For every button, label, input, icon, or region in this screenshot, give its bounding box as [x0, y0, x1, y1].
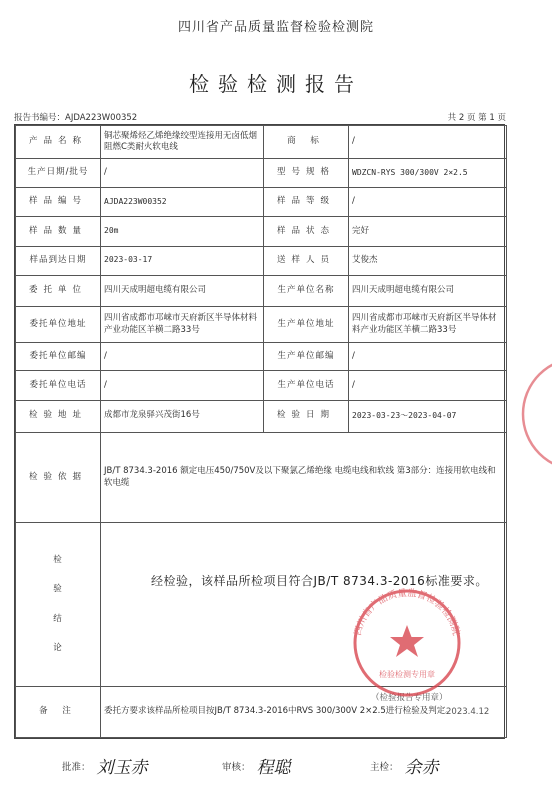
conclusion-label [16, 523, 101, 687]
seal-star-icon [390, 625, 424, 657]
table-row [16, 246, 507, 275]
tester-name: 余赤 [404, 758, 439, 778]
sample-status-value: 完好 [349, 217, 507, 246]
manufacturer-postcode-label: 生产单位邮编 [264, 342, 349, 370]
remarks-value: 委托方要求该样品所检项目按JB/T 8734.3-2016中RVS 300/300V 2×2.5进行检验及判定。 [101, 687, 507, 738]
table-row [16, 159, 507, 187]
sample-status-label: 样品状态 [264, 217, 349, 246]
test-basis-label: 检验依据 [16, 432, 101, 522]
official-seal [338, 577, 476, 697]
manufacturer-label: 生产单位名称 [264, 275, 349, 306]
seal-subtitle: 检验检测专用章 [379, 670, 435, 679]
manufacturer-value: 四川天成明超电缆有限公司 [349, 275, 507, 306]
table-row [16, 432, 507, 522]
model-label: 型号规格 [264, 159, 349, 187]
manufacturer-address-label: 生产单位地址 [264, 307, 349, 342]
conclusion-label-char: 验 [53, 584, 63, 595]
sender-value: 艾俊杰 [349, 246, 507, 275]
table-row [16, 342, 507, 370]
conclusion-text: 经检验，该样品所检项目符合JB/T 8734.3-2016标准要求。 [151, 574, 488, 589]
manufacturer-postcode-value: / [349, 342, 507, 370]
client-address-label: 委托单位地址 [16, 307, 101, 342]
sender-label: 送样人员 [264, 246, 349, 275]
client-phone-value: / [101, 371, 264, 400]
manufacturer-address-value: 四川省成都市邛崃市天府新区半导体材料产业功能区羊横二路33号 [349, 307, 507, 342]
table-row [16, 400, 507, 432]
org-name: 四川省产品质量监督检验检测院 [177, 20, 374, 35]
paging-seal-ring [523, 358, 552, 470]
table-row [16, 187, 507, 216]
tester-signature [370, 753, 439, 778]
client-value: 四川天成明超电缆有限公司 [101, 275, 264, 306]
test-address-label: 检验地址 [16, 400, 101, 432]
tester-label: 主检： [370, 761, 399, 773]
arrival-date-value: 2023-03-17 [101, 246, 264, 275]
seal-arc-text: 四川省产品质量监督检验检测院 [352, 587, 462, 637]
report-number: 报告书编号：AJDA223W00352 [14, 113, 138, 123]
product-name-value: 铜芯聚烯烃乙烯绝缘绞型连接用无卤低烟阻燃C类耐火软电线 [101, 126, 264, 159]
reviewer-name: 程聪 [256, 758, 291, 778]
approver-label: 批准： [62, 761, 91, 773]
test-basis-value: JB/T 8734.3-2016 额定电压450/750V及以下聚氯乙烯绝缘 电缆电线和软线 第3部分：连接用软电线和软电缆 [101, 432, 507, 522]
table-row [16, 275, 507, 306]
remarks-label: 备 注 [16, 687, 101, 738]
client-phone-label: 委托单位电话 [16, 371, 101, 400]
manufacturer-phone-value: / [349, 371, 507, 400]
page-info: 共 2 页 第 1 页 [447, 113, 506, 123]
arrival-date-label: 样品到达日期 [16, 246, 101, 275]
table-row [16, 126, 507, 159]
sample-grade-label: 样品等级 [264, 187, 349, 216]
client-label: 委托单位 [16, 275, 101, 306]
client-address-value: 四川省成都市邛崃市天府新区半导体材料产业功能区羊横二路33号 [101, 307, 264, 342]
production-date-value: / [101, 159, 264, 187]
conclusion-label-char: 论 [53, 643, 63, 654]
test-date-value: 2023-03-23～2023-04-07 [349, 400, 507, 432]
trademark-label: 商 标 [264, 126, 349, 159]
sample-grade-value: / [349, 187, 507, 216]
report-title: 检验检测报告 [189, 72, 363, 96]
sample-quantity-value: 20m [101, 217, 264, 246]
conclusion-label-char: 检 [53, 554, 63, 565]
client-postcode-label: 委托单位邮编 [16, 342, 101, 370]
trademark-value: / [349, 126, 507, 159]
conclusion-date: 2023.4.12 [446, 707, 490, 718]
manufacturer-phone-label: 生产单位电话 [264, 371, 349, 400]
product-name-label: 产品名称 [16, 126, 101, 159]
table-row [16, 307, 507, 342]
conclusion-label-char: 结 [53, 613, 63, 624]
seal-note: （检验报告专用章） [371, 693, 448, 704]
production-date-label: 生产日期/批号 [16, 159, 101, 187]
approver-signature [62, 753, 148, 778]
reviewer-label: 审核： [222, 761, 251, 773]
sample-quantity-label: 样品数量 [16, 217, 101, 246]
client-postcode-value: / [101, 342, 264, 370]
test-date-label: 检验日期 [264, 400, 349, 432]
test-address-value: 成都市龙泉驿兴茂街16号 [101, 400, 264, 432]
table-row [16, 371, 507, 400]
model-value: WDZCN-RYS 300/300V 2×2.5 [349, 159, 507, 187]
sample-number-value: AJDA223W00352 [101, 187, 264, 216]
paging-seal [517, 344, 552, 484]
approver-name: 刘玉赤 [96, 758, 148, 778]
reviewer-signature [222, 753, 291, 778]
table-row [16, 217, 507, 246]
sample-number-label: 样品编号 [16, 187, 101, 216]
